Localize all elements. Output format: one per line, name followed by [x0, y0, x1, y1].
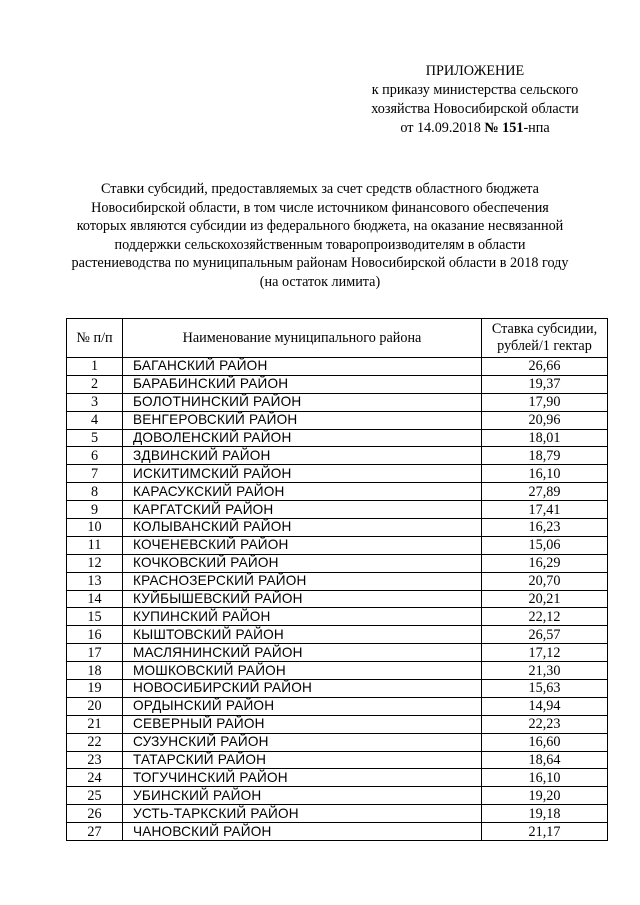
subsidy-rate: 16,29 — [482, 554, 608, 572]
row-number: 25 — [67, 787, 123, 805]
appendix-order-number: № 151 — [484, 120, 524, 136]
district-name: НОВОСИБИРСКИЙ РАЙОН — [123, 680, 482, 698]
subsidy-rate: 18,01 — [482, 429, 608, 447]
row-number: 15 — [67, 608, 123, 626]
table-row — [67, 554, 608, 572]
row-number: 14 — [67, 590, 123, 608]
row-number: 13 — [67, 572, 123, 590]
table-row — [67, 572, 608, 590]
district-name: СУЗУНСКИЙ РАЙОН — [123, 733, 482, 751]
table-row — [67, 697, 608, 715]
district-name: ДОВОЛЕНСКИЙ РАЙОН — [123, 429, 482, 447]
subsidy-rate: 16,10 — [482, 769, 608, 787]
title-line: (на остаток лимита) — [259, 273, 381, 290]
subsidy-rate: 26,57 — [482, 626, 608, 644]
row-number: 11 — [67, 536, 123, 554]
row-number: 21 — [67, 715, 123, 733]
subsidy-rate: 19,20 — [482, 787, 608, 805]
row-number: 24 — [67, 769, 123, 787]
table-row — [67, 411, 608, 429]
table-body — [67, 358, 608, 841]
header-rate-unit: рублей/1 гектар — [497, 338, 592, 354]
appendix-ministry-line: хозяйства Новосибирской области — [371, 101, 579, 117]
header-rate-line: Ставка субсидии, — [491, 321, 598, 337]
row-number: 20 — [67, 697, 123, 715]
district-name: БАРАБИНСКИЙ РАЙОН — [123, 375, 482, 393]
subsidy-rate: 21,30 — [482, 662, 608, 680]
appendix-order-line: к приказу министерства сельского — [371, 82, 579, 98]
table-row — [67, 715, 608, 733]
row-number: 22 — [67, 733, 123, 751]
header-subsidy-rate — [482, 319, 608, 358]
appendix-order-suffix: -нпа — [523, 120, 550, 136]
district-name: КРАСНОЗЕРСКИЙ РАЙОН — [123, 572, 482, 590]
table-row — [67, 823, 608, 841]
district-name: УСТЬ-ТАРКСКИЙ РАЙОН — [123, 805, 482, 823]
table-header-row — [67, 319, 608, 358]
table-row — [67, 375, 608, 393]
district-name: ТОГУЧИНСКИЙ РАЙОН — [123, 769, 482, 787]
appendix-title: ПРИЛОЖЕНИЕ — [425, 63, 525, 79]
subsidy-rate: 16,60 — [482, 733, 608, 751]
district-name: ТАТАРСКИЙ РАЙОН — [123, 751, 482, 769]
district-name: КОЛЫВАНСКИЙ РАЙОН — [123, 519, 482, 537]
title-line: которых являются субсидии из федерального бюджета, на оказание несвязанной — [76, 218, 564, 234]
subsidy-rate: 16,23 — [482, 519, 608, 537]
district-name: КАРГАТСКИЙ РАЙОН — [123, 501, 482, 519]
district-name: КЫШТОВСКИЙ РАЙОН — [123, 626, 482, 644]
appendix-header — [340, 62, 610, 138]
district-name: МАСЛЯНИНСКИЙ РАЙОН — [123, 644, 482, 662]
header-row-number: № п/п — [67, 319, 123, 358]
table-row — [67, 608, 608, 626]
table-row — [67, 393, 608, 411]
subsidy-rate: 14,94 — [482, 697, 608, 715]
table-row — [67, 805, 608, 823]
district-name: БОЛОТНИНСКИЙ РАЙОН — [123, 393, 482, 411]
row-number: 19 — [67, 680, 123, 698]
subsidy-rate: 20,21 — [482, 590, 608, 608]
row-number: 4 — [67, 411, 123, 429]
subsidy-rate: 15,06 — [482, 536, 608, 554]
subsidy-rate: 18,64 — [482, 751, 608, 769]
title-line: Новосибирской области, в том числе источником финансового обеспечения — [91, 199, 549, 216]
subsidy-rate: 20,96 — [482, 411, 608, 429]
subsidy-rate: 17,90 — [482, 393, 608, 411]
row-number: 6 — [67, 447, 123, 465]
district-name: КУПИНСКИЙ РАЙОН — [123, 608, 482, 626]
district-name: КОЧКОВСКИЙ РАЙОН — [123, 554, 482, 572]
table-row — [67, 644, 608, 662]
table-row — [67, 626, 608, 644]
table-row — [67, 787, 608, 805]
row-number: 17 — [67, 644, 123, 662]
table-row — [67, 680, 608, 698]
subsidy-rate: 21,17 — [482, 823, 608, 841]
subsidy-rate: 19,37 — [482, 375, 608, 393]
appendix-date-line — [340, 119, 610, 138]
subsidy-rates-table — [66, 318, 608, 841]
row-number: 9 — [67, 501, 123, 519]
row-number: 7 — [67, 465, 123, 483]
table-row — [67, 536, 608, 554]
subsidy-rate: 26,66 — [482, 358, 608, 376]
table-row — [67, 662, 608, 680]
district-name: КАРАСУКСКИЙ РАЙОН — [123, 483, 482, 501]
table-row — [67, 501, 608, 519]
table-row — [67, 751, 608, 769]
appendix-date: от 14.09.2018 — [400, 120, 485, 136]
subsidy-rate: 17,41 — [482, 501, 608, 519]
subsidy-rate: 20,70 — [482, 572, 608, 590]
table-row — [67, 590, 608, 608]
district-name: КОЧЕНЕВСКИЙ РАЙОН — [123, 536, 482, 554]
row-number: 12 — [67, 554, 123, 572]
district-name: ИСКИТИМСКИЙ РАЙОН — [123, 465, 482, 483]
header-district-name: Наименование муниципального района — [123, 319, 482, 358]
row-number: 1 — [67, 358, 123, 376]
subsidy-rate: 27,89 — [482, 483, 608, 501]
district-name: ЧАНОВСКИЙ РАЙОН — [123, 823, 482, 841]
document-title — [60, 180, 580, 291]
subsidy-rate: 16,10 — [482, 465, 608, 483]
district-name: ЗДВИНСКИЙ РАЙОН — [123, 447, 482, 465]
subsidy-rate: 22,12 — [482, 608, 608, 626]
district-name: ВЕНГЕРОВСКИЙ РАЙОН — [123, 411, 482, 429]
district-name: СЕВЕРНЫЙ РАЙОН — [123, 715, 482, 733]
row-number: 16 — [67, 626, 123, 644]
table-row — [67, 358, 608, 376]
title-line: Ставки субсидий, предоставляемых за счет средств областного бюджета — [101, 181, 539, 197]
title-line: растениеводства по муниципальным районам Новосибирской области в 2018 году — [71, 255, 569, 271]
subsidy-rate: 15,63 — [482, 680, 608, 698]
row-number: 27 — [67, 823, 123, 841]
table-row — [67, 483, 608, 501]
district-name: БАГАНСКИЙ РАЙОН — [123, 358, 482, 376]
table-row — [67, 769, 608, 787]
subsidy-rate: 19,18 — [482, 805, 608, 823]
row-number: 5 — [67, 429, 123, 447]
title-line: поддержки сельскохозяйственным товаропроизводителям в области — [114, 236, 526, 253]
table-row — [67, 733, 608, 751]
table-row — [67, 429, 608, 447]
subsidy-rate: 18,79 — [482, 447, 608, 465]
district-name: КУЙБЫШЕВСКИЙ РАЙОН — [123, 590, 482, 608]
subsidy-rate: 17,12 — [482, 644, 608, 662]
row-number: 8 — [67, 483, 123, 501]
subsidy-rate: 22,23 — [482, 715, 608, 733]
district-name: УБИНСКИЙ РАЙОН — [123, 787, 482, 805]
table-row — [67, 447, 608, 465]
row-number: 10 — [67, 519, 123, 537]
table-row — [67, 519, 608, 537]
district-name: МОШКОВСКИЙ РАЙОН — [123, 662, 482, 680]
row-number: 26 — [67, 805, 123, 823]
district-name: ОРДЫНСКИЙ РАЙОН — [123, 697, 482, 715]
row-number: 2 — [67, 375, 123, 393]
row-number: 18 — [67, 662, 123, 680]
row-number: 3 — [67, 393, 123, 411]
row-number: 23 — [67, 751, 123, 769]
table-row — [67, 465, 608, 483]
